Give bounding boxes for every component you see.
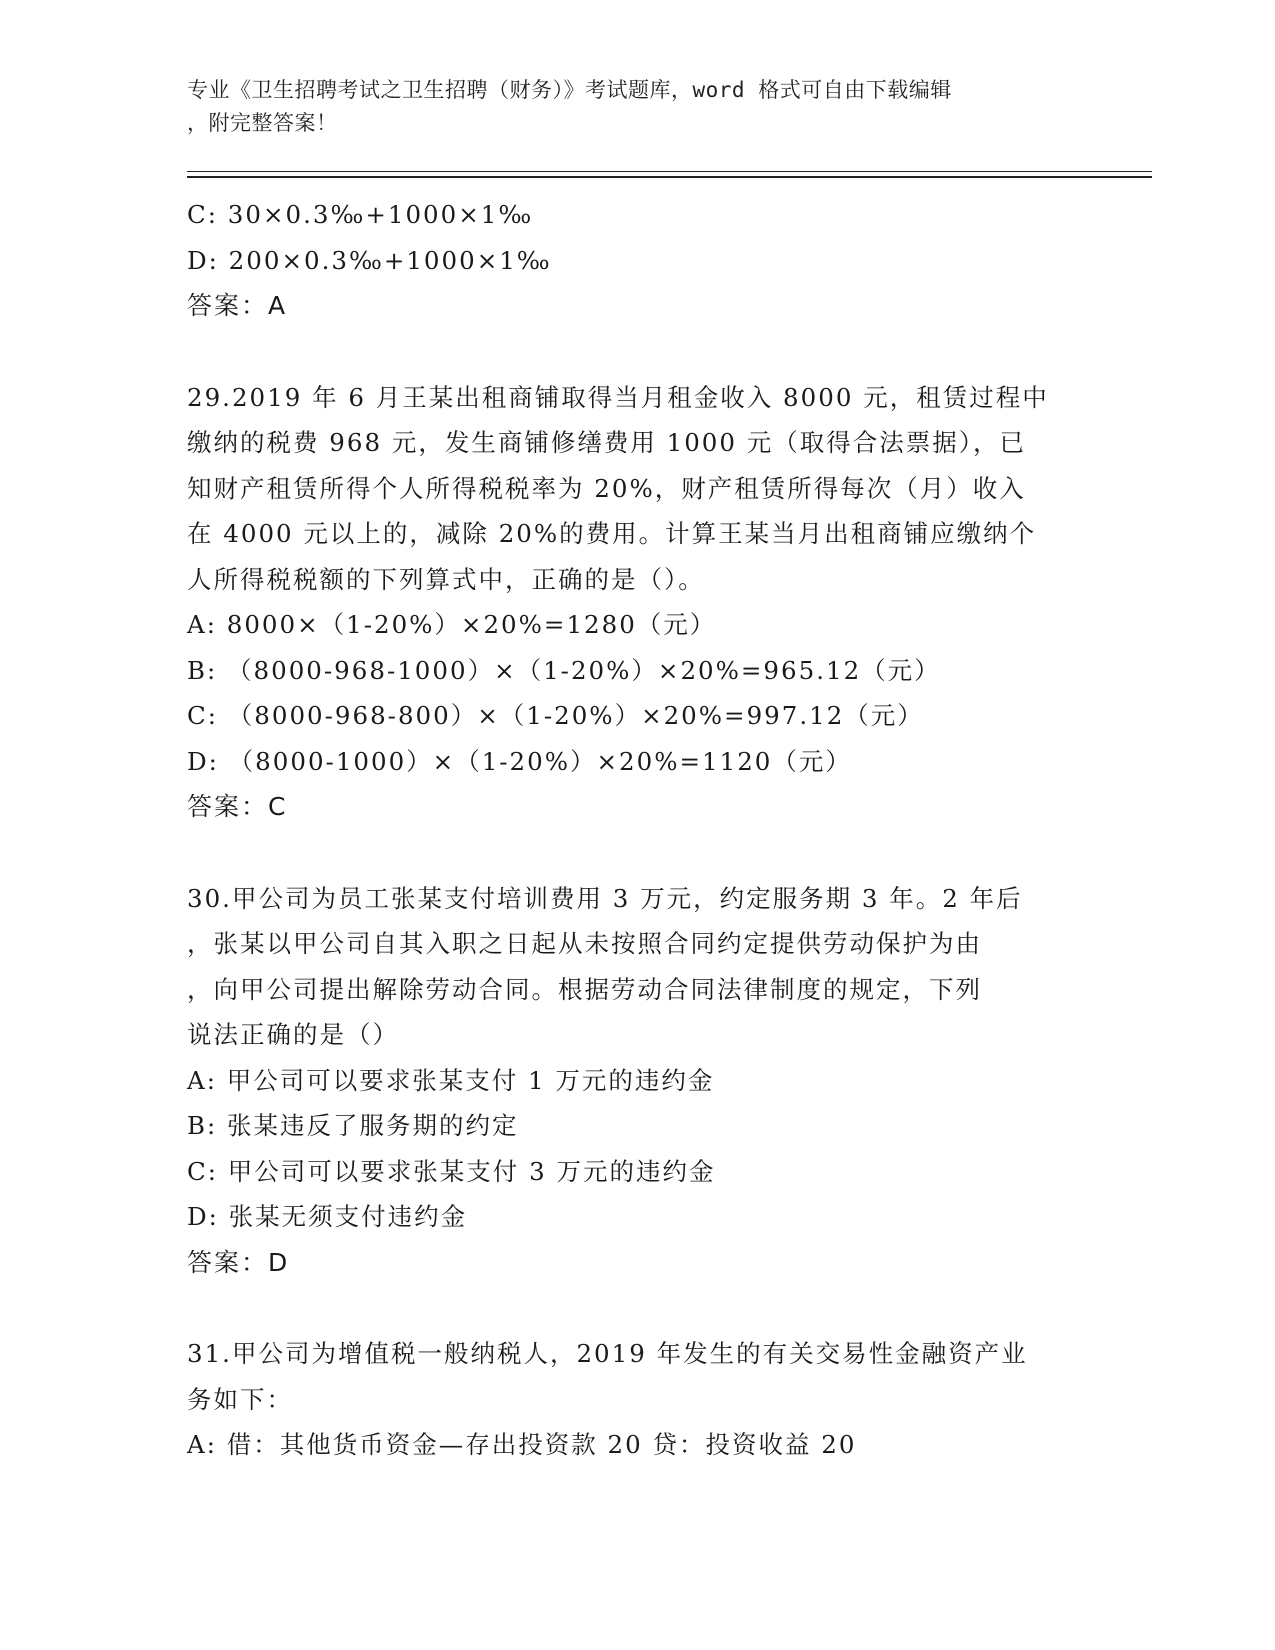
q29-stem-line: 29.2019 年 6 月王某出租商铺取得当月租金收入 8000 元，租赁过程中 (187, 382, 1049, 412)
q30-option-c: C: 甲公司可以要求张某支付 3 万元的违约金 (187, 1156, 716, 1186)
q31-option-a: A: 借：其他货币资金—存出投资款 20 贷：投资收益 20 (187, 1430, 857, 1459)
header-line-1: 专业《卫生招聘考试之卫生招聘（财务）》考试题库，word 格式可自由下载编辑 (187, 78, 952, 102)
q30-option-a: A: 甲公司可以要求张某支付 1 万元的违约金 (187, 1065, 715, 1095)
question-31 (187, 1331, 1087, 1468)
q31-stem-line: 务如下： (187, 1384, 293, 1414)
prev-option-c: C: 30×0.3‰+1000×1‰ (187, 200, 534, 229)
q29-option-d: D: （8000-1000）×（1-20%）×20%=1120（元） (187, 746, 852, 776)
q29-option-c: C: （8000-968-800）×（1-20%）×20%=997.12（元） (187, 701, 924, 730)
document-header (187, 74, 1067, 140)
q29-stem-line: 缴纳的税费 968 元，发生商铺修缮费用 1000 元（取得合法票据），已 (187, 428, 1027, 457)
prev-option-d: D: 200×0.3‰+1000×1‰ (187, 245, 552, 275)
question-content (187, 192, 1087, 1468)
q30-stem-line: 30.甲公司为员工张某支付培训费用 3 万元，约定服务期 3 年。2 年后 (187, 883, 1023, 913)
spacer (187, 1285, 1087, 1331)
q30-option-d: D: 张某无须支付违约金 (187, 1202, 468, 1231)
spacer (187, 830, 1087, 876)
header-rule-thin (187, 171, 1152, 172)
q29-stem-line: 在 4000 元以上的，减除 20%的费用。计算王某当月出租商铺应缴纳个 (187, 519, 1037, 548)
q29-answer: 答案：C (187, 792, 288, 821)
q31-stem-line: 31.甲公司为增值税一般纳税人，2019 年发生的有关交易性金融资产业 (187, 1339, 1028, 1368)
header-line-2: ，附完整答案！ (187, 111, 338, 135)
question-29 (187, 375, 1087, 830)
q30-stem-line: ，向甲公司提出解除劳动合同。根据劳动合同法律制度的规定，下列 (187, 974, 982, 1004)
prev-answer: 答案：A (187, 291, 288, 320)
q29-option-b: B: （8000-968-1000）×（1-20%）×20%=965.12（元） (187, 655, 941, 685)
q30-stem-line: ，张某以甲公司自其入职之日起从未按照合同约定提供劳动保护为由 (187, 929, 982, 958)
header-rule-thick (187, 176, 1152, 178)
q29-option-a: A: 8000×（1-20%）×20%=1280（元） (187, 610, 717, 639)
question-30 (187, 876, 1087, 1286)
q29-stem-line: 知财产租赁所得个人所得税税率为 20%，财产租赁所得每次（月）收入 (187, 473, 1026, 503)
q29-stem-line: 人所得税税额的下列算式中，正确的是（）。 (187, 564, 705, 594)
spacer (187, 329, 1087, 375)
q30-stem-line: 说法正确的是（） (187, 1020, 399, 1049)
q30-answer: 答案：D (187, 1247, 290, 1277)
q30-option-b: B: 张某违反了服务期的约定 (187, 1111, 519, 1140)
